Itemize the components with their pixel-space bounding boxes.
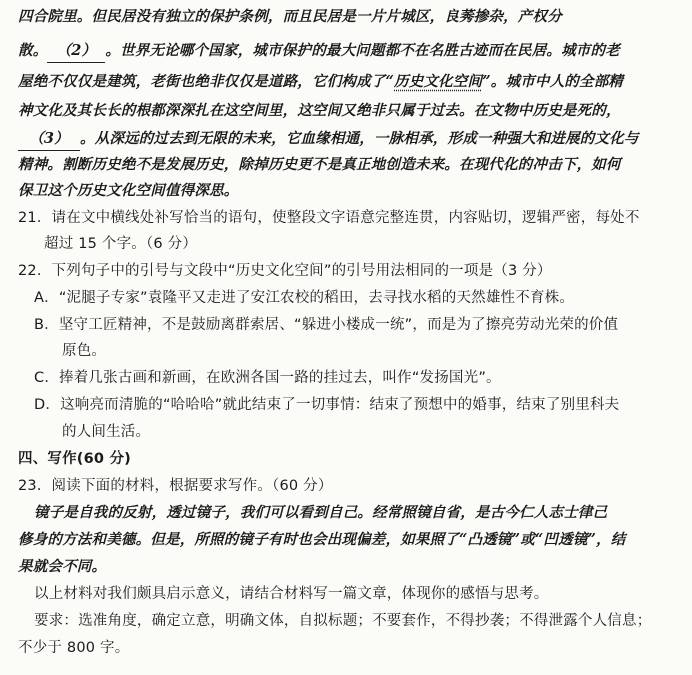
passage-line-7: 保卫这个历史文化空间值得深思。 <box>18 182 239 199</box>
option-b-line-1: B．坚守工匠精神，不是鼓励离群索居、“躲进小楼成一统”，而是为了擦亮劳动光荣的价值 <box>34 317 619 333</box>
answer-blank-2: （2） <box>47 40 105 63</box>
passage-text: 。世界无论哪个国家，城市保护的最大问题都不在名胜古迹而在民居。城市的老 <box>105 42 620 59</box>
material-line-2: 修身的方法和美德。但是，所照的镜子有时也会出现偏差，如果照了“凸透镜”或“凹透镜”，结 <box>18 531 626 548</box>
option-d-line-2: 的人间生活。 <box>62 424 151 440</box>
passage-line-3 <box>18 71 678 93</box>
passage-text: 屋绝不仅仅是建筑，老街也绝非仅仅是道路，它们构成了“ <box>18 73 395 90</box>
requirements-line-2: 不少于 800 字。 <box>18 640 130 656</box>
option-b-line-2: 原色。 <box>62 343 107 359</box>
passage-text: 散。 <box>18 42 48 59</box>
passage-text: ”。城市中人的全部精 <box>482 73 624 90</box>
material-line-1: 镜子是自我的反射，透过镜子，我们可以看到自己。经常照镜自省，是古今仁人志士律己 <box>34 504 608 521</box>
answer-blank-3: （3） <box>18 128 80 151</box>
passage-line-1: 四合院里。但民居没有独立的保护条例，而且民居是一片片城区，良莠掺杂，产权分 <box>18 8 562 25</box>
emphasized-term: 历史文化空间 <box>394 73 483 90</box>
passage-line-2 <box>18 40 678 63</box>
passage-text: 。从深远的过去到无限的未来，它血缘相通，一脉相承，形成一种强大和进展的文化与 <box>80 130 639 147</box>
material-line-3: 果就会不同。 <box>18 558 107 575</box>
question-21-line-2: 超过 15 个字。（6 分） <box>44 236 198 252</box>
option-c: C．捧着几张古画和新画，在欧洲各国一路的挂过去，叫作“发扬国光”。 <box>34 370 501 386</box>
question-21-line-1: 21．请在文中横线处补写恰当的语句，使整段文字语意完整连贯，内容贴切，逻辑严密，每处不 <box>18 210 640 226</box>
option-d-line-1: D．这响亮而清脆的“哈哈哈”就此结束了一切事情：结束了预想中的婚事，结束了别里科夫 <box>34 397 620 413</box>
passage-line-5 <box>18 128 678 151</box>
passage-line-6: 精神。割断历史绝不是发展历史，除掉历史更不是真正地创造未来。在现代化的冲击下，如何 <box>18 156 621 173</box>
prompt-line: 以上材料对我们颇具启示意义，请结合材料写一篇文章，体现你的感悟与思考。 <box>34 586 549 602</box>
requirements-line-1: 要求：选准角度，确定立意，明确文体，自拟标题；不要套作，不得抄袭；不得泄露个人信息； <box>34 613 652 629</box>
option-a: A．“泥腿子专家”袁隆平又走进了安江农校的稻田，去寻找水稻的天然雄性不育株。 <box>34 290 575 306</box>
question-22-stem: 22．下列句子中的引号与文段中“历史文化空间”的引号用法相同的一项是（3 分） <box>18 263 552 279</box>
passage-line-4: 神文化及其长长的根都深深扎在这空间里，这空间又绝非只属于过去。在文物中历史是死的， <box>18 102 621 119</box>
question-23-stem: 23．阅读下面的材料，根据要求写作。（60 分） <box>18 478 333 494</box>
section-heading-writing: 四、写作(60 分) <box>18 451 131 467</box>
